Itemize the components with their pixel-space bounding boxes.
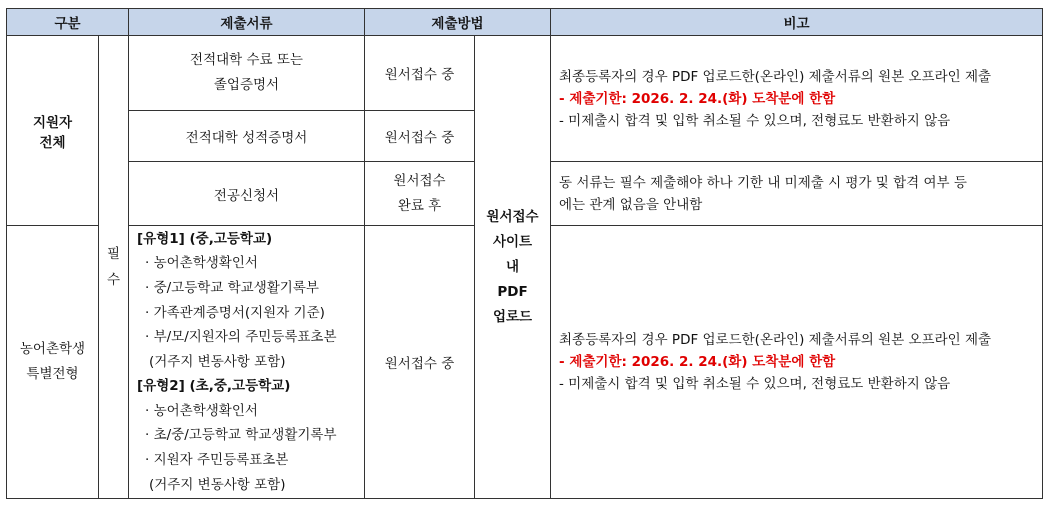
header-remarks: 비고 xyxy=(551,9,1043,36)
upload-line: PDF xyxy=(497,283,528,300)
category-line: 전체 xyxy=(39,134,66,151)
list-item: · 농어촌학생확인서 xyxy=(145,255,258,272)
required-char: 수 xyxy=(106,272,121,288)
document-table-wrapper xyxy=(6,8,1043,499)
category-line: 농어촌학생 xyxy=(19,341,86,357)
upload-line: 원서접수 xyxy=(486,208,539,225)
header-row xyxy=(7,9,1043,36)
list-item: · 중/고등학교 학교생활기록부 xyxy=(145,279,319,296)
category-line: 특별전형 xyxy=(26,366,79,382)
deadline-remark: - 제출기한: 2026. 2. 24.(화) 도착분에 한함 xyxy=(559,90,836,107)
header-category: 구분 xyxy=(7,9,129,36)
list-item: · 지원자 주민등록표초본 xyxy=(145,452,289,469)
table-row xyxy=(7,36,1043,111)
remark-line: 최종등록자의 경우 PDF 업로드한(온라인) 제출서류의 원본 오프라인 제출 xyxy=(559,68,992,85)
upload-line: 사이트 xyxy=(492,233,533,250)
list-item: · 초/중/고등학교 학교생활기록부 xyxy=(145,427,337,444)
remark-line: - 미제출시 합격 및 입학 취소될 수 있으며, 전형료도 반환하지 않음 xyxy=(559,112,951,129)
header-method: 제출방법 xyxy=(365,9,551,36)
header-documents: 제출서류 xyxy=(129,9,365,36)
upload-method-cell xyxy=(475,36,551,499)
list-item: [유형2] (초,중,고등학교) xyxy=(137,378,291,395)
doc-transcript-completion xyxy=(129,36,365,111)
remark-line: 에는 관계 없음을 안내함 xyxy=(559,196,703,213)
category-rural-students xyxy=(7,226,99,499)
required-label xyxy=(99,36,129,499)
list-item: · 농어촌학생확인서 xyxy=(145,402,258,419)
method-cell: 원서접수 중 xyxy=(365,111,475,162)
list-item: (거주지 변동사항 포함) xyxy=(149,476,286,493)
method-line: 완료 후 xyxy=(397,197,442,214)
list-item: · 부/모/지원자의 주민등록표초본 xyxy=(145,329,337,346)
deadline-remark: - 제출기한: 2026. 2. 24.(화) 도착분에 한함 xyxy=(559,354,836,370)
remarks-cell xyxy=(551,162,1043,226)
upload-line: 내 xyxy=(505,258,520,275)
category-all-applicants xyxy=(7,36,99,226)
remark-line: 최종등록자의 경우 PDF 업로드한(온라인) 제출서류의 원본 오프라인 제출 xyxy=(559,332,992,348)
method-cell xyxy=(365,162,475,226)
doc-line: 전적대학 수료 또는 xyxy=(190,52,303,68)
doc-line: 졸업증명서 xyxy=(213,77,280,93)
category-line: 지원자 xyxy=(32,114,73,131)
remark-line: 동 서류는 필수 제출해야 하나 기한 내 미제출 시 평가 및 합격 여부 등 xyxy=(559,174,967,191)
doc-major-application: 전공신청서 xyxy=(129,162,365,226)
doc-transcript-grades: 전적대학 성적증명서 xyxy=(129,111,365,162)
required-char: 필 xyxy=(106,246,121,262)
upload-line: 업로드 xyxy=(492,308,533,325)
list-item: [유형1] (중,고등학교) xyxy=(137,230,273,247)
list-item: (거주지 변동사항 포함) xyxy=(149,353,286,370)
rural-doc-list xyxy=(129,226,365,499)
list-item: · 가족관계증명서(지원자 기준) xyxy=(145,304,325,321)
method-cell: 원서접수 중 xyxy=(365,36,475,111)
remarks-cell xyxy=(551,226,1043,499)
method-line: 원서접수 xyxy=(393,172,446,189)
remark-line: - 미제출시 합격 및 입학 취소될 수 있으며, 전형료도 반환하지 않음 xyxy=(559,376,951,392)
method-cell: 원서접수 중 xyxy=(365,226,475,499)
remarks-cell xyxy=(551,36,1043,162)
submission-documents-table xyxy=(6,8,1043,499)
